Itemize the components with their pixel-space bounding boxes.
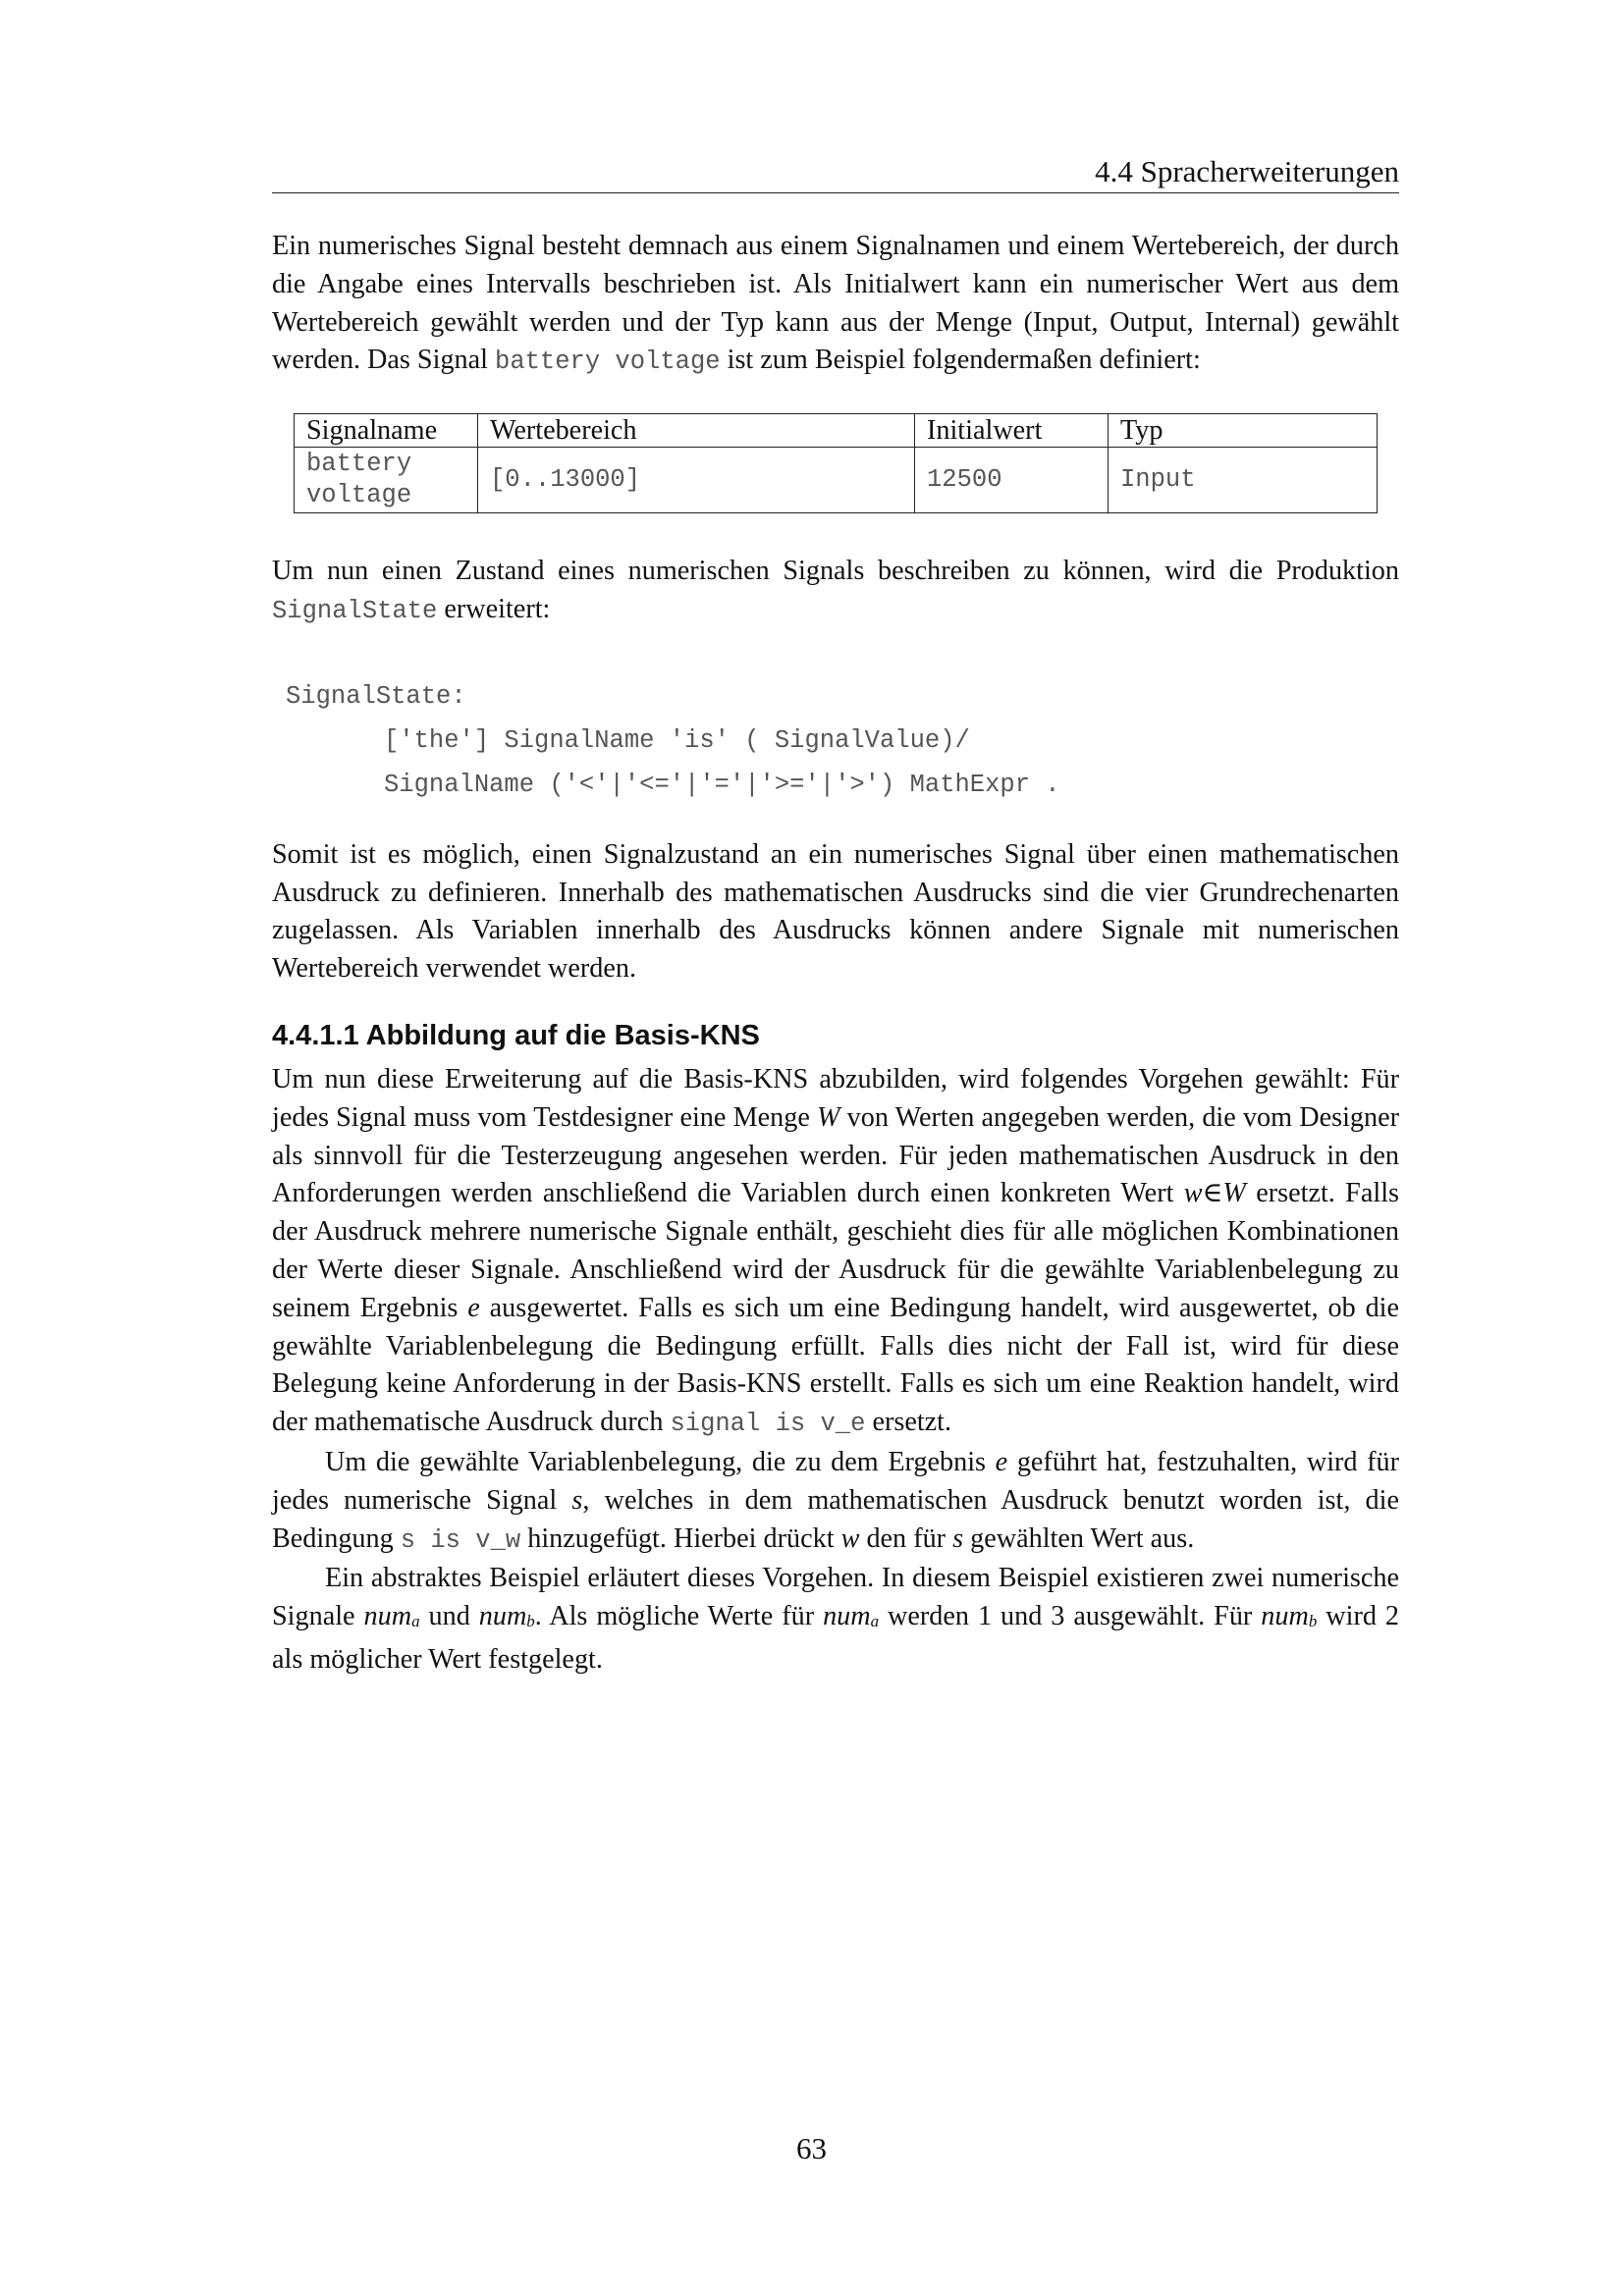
signal-definition-table	[294, 413, 1378, 513]
paragraph-abstract-example: Ein abstraktes Beispiel erläutert dieses Vorgehen. In diesem Beispiel existieren zwei numerische Signale num$_a$ und num$_b$. Als mögliche Werte für num$_a$ werden 1 und 3 ausgewählt. Für num$_b$ wird 2 als möglicher Wert festgelegt.	[272, 1563, 1399, 1675]
table-header-cell: Initialwert	[915, 414, 1109, 448]
variable-num-b: num$_b$	[1261, 1601, 1318, 1632]
main-content	[272, 228, 1399, 1680]
paragraph-signal-state: Um nun einen Zustand eines numerischen Signals beschreiben zu können, wird die Produktion SignalState erweitert:	[272, 556, 1399, 625]
variable-num-a: num$_a$	[363, 1601, 420, 1632]
inline-code-signal-is-ve: signal is v_e	[670, 1410, 866, 1439]
page-number: 63	[796, 2131, 827, 2165]
table-header-cell: Typ	[1109, 414, 1378, 448]
table-cell-initial: 12500	[915, 448, 1109, 513]
variable-num-a: num$_a$	[823, 1601, 880, 1632]
code-line: ['the'] SignalName 'is' ( SignalValue)/	[384, 725, 970, 755]
variable-num-b: num$_b$	[478, 1601, 535, 1632]
running-header: 4.4 Spracherweiterungen	[272, 153, 1399, 193]
paragraph-mapping: Um nun diese Erweiterung auf die Basis-KNS abzubilden, wird folgendes Vorgehen gewählt: Für jedes Signal muss vom Testdesigner eine Menge W von Werten angegeben werden, die vom Designer als sinnvoll für die Testerzeugung angesehen werden. Für jeden mathematischen Ausdruck in den Anforderungen werden anschließend die Variablen durch einen konkreten Wert w∈W ersetzt. Falls der Ausdruck mehrere numerische Signale enthält, geschieht dies für alle möglichen Kombinationen der Werte dieser Signale. Anschließend wird der Ausdruck für die gewählte Variablenbelegung zu seinem Ergebnis e ausgewertet. Falls es sich um eine Bedingung handelt, wird ausgewertet, ob die gewählte Variablenbelegung die Bedingung erfüllt. Falls dies nicht der Fall ist, wird für diese Belegung keine Anforderung in der Basis-KNS erstellt. Falls es sich um eine Reaktion handelt, wird der mathematische Ausdruck durch signal is v_e ersetzt.	[272, 1063, 1399, 1439]
table-cell-signalname: battery voltage	[295, 448, 478, 513]
section-heading: 4.4.1.1 Abbildung auf die Basis-KNS	[272, 1019, 760, 1051]
grammar-code-block	[286, 674, 1399, 807]
table-row	[295, 448, 1378, 513]
code-line: SignalName ('<'|'<='|'='|'>='|'>') MathExpr .	[384, 770, 1060, 799]
table-header-cell: Signalname	[295, 414, 478, 448]
inline-code-s-is-vw: s is v_w	[400, 1525, 521, 1555]
code-line: SignalState:	[286, 681, 466, 711]
table-cell-range: [0..13000]	[478, 448, 915, 513]
table-cell-type: Input	[1109, 448, 1378, 513]
paragraph-variable-assignment: Um die gewählte Variablenbelegung, die zu dem Ergebnis e geführt hat, festzuhalten, wird für jedes numerische Signal s, welches in dem mathematischen Ausdruck benutzt worden ist, die Bedingung s is v_w hinzugefügt. Hierbei drückt w den für s gewählten Wert aus.	[272, 1446, 1400, 1555]
paragraph-numeric-signal: Ein numerisches Signal besteht demnach aus einem Signalnamen und einem Wertebereich, der durch die Angabe eines Intervalls beschrieben ist. Als Initialwert kann ein numerischer Wert aus dem Wertebereich gewählt werden und der Typ kann aus der Menge (Input, Output, Internal) gewählt werden. Das Signal battery voltage ist zum Beispiel folgendermaßen definiert:	[272, 231, 1399, 377]
table-header-cell: Wertebereich	[478, 414, 915, 448]
paragraph-math-expression: Somit ist es möglich, einen Signalzustand an ein numerisches Signal über einen mathematischen Ausdruck zu definieren. Innerhalb des mathematischen Ausdrucks sind die vier Grundrechenarten zugelassen. Als Variablen innerhalb des Ausdrucks können andere Signale mit numerischen Wertebereich verwendet werden.	[272, 838, 1399, 985]
inline-code-signalstate: SignalState	[272, 596, 438, 625]
inline-code-battery-voltage: battery voltage	[495, 347, 721, 377]
table-header-row	[295, 414, 1378, 448]
